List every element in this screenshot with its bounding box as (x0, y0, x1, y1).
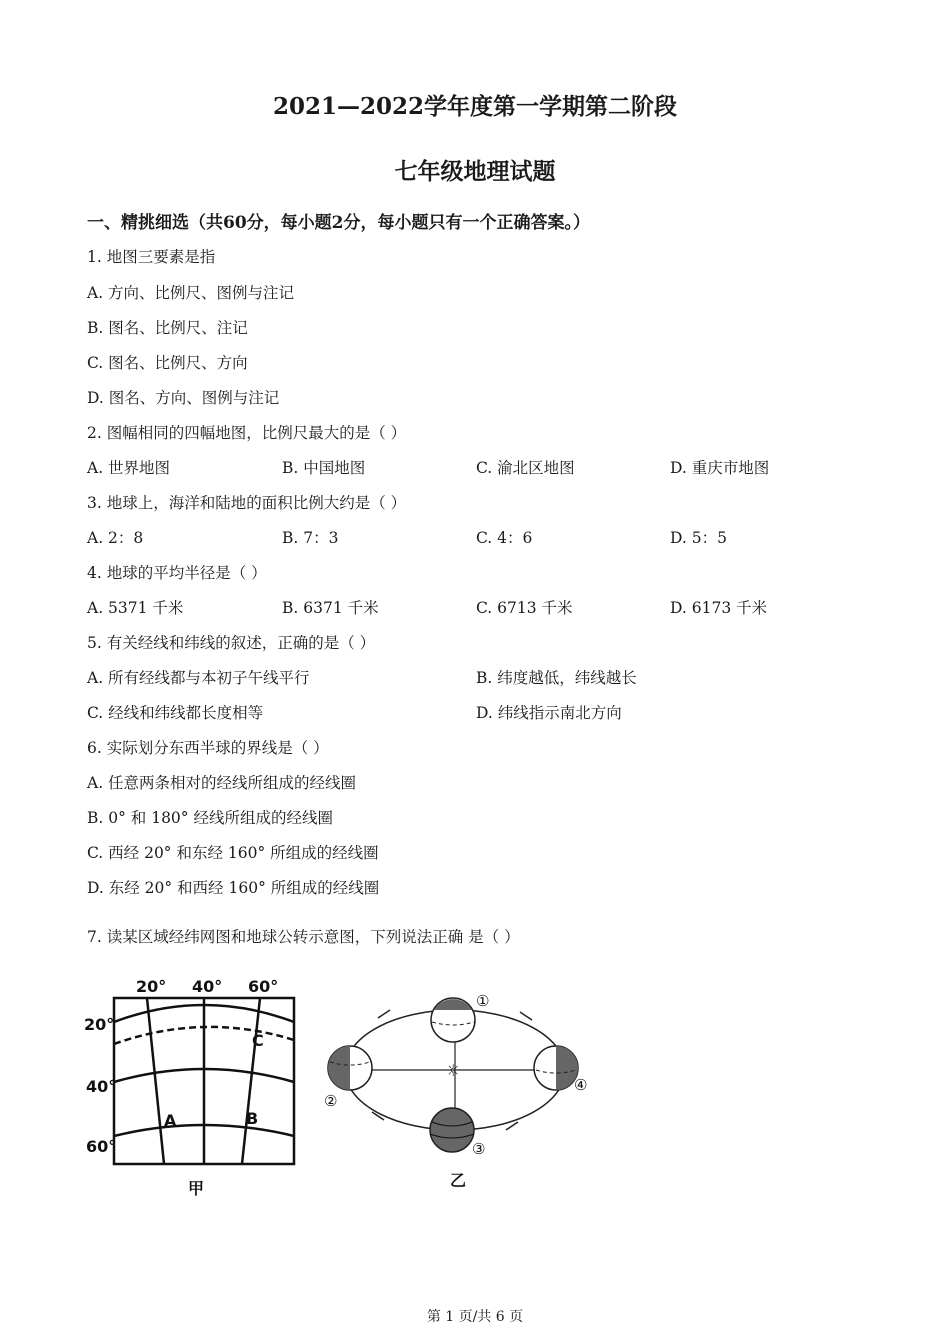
earth-position-2 (328, 1046, 372, 1090)
option-c: C. 4：6 (476, 529, 533, 547)
option-b: B. 0° 和 180° 经线所组成的经线圈 (87, 809, 333, 827)
position-label: ③ (472, 1140, 486, 1158)
option-d: D. 5：5 (670, 529, 727, 547)
option-c: C. 西经 20° 和东经 160° 所组成的经线圈 (87, 844, 379, 862)
option-c: C. 图名、比例尺、方向 (87, 354, 248, 372)
question-stem: 7. 读某区域经纬网图和地球公转示意图，下列说法正确 是（ ） (87, 928, 520, 946)
option-c: C. 渝北区地图 (476, 459, 575, 477)
lon-label: 20° (136, 977, 167, 996)
sun-icon: ☼ (446, 1061, 461, 1080)
lon-label: 40° (192, 977, 223, 996)
option-a: A. 5371 千米 (87, 599, 184, 617)
arrow-icon (520, 1012, 532, 1020)
option-c: C. 6713 千米 (476, 599, 573, 617)
question-stem: 3. 地球上，海洋和陆地的面积比例大约是（ ） (87, 494, 407, 512)
arrow-icon (378, 1010, 390, 1018)
lon-label: 60° (248, 977, 279, 996)
exam-title: 2021—2022学年度第一学期第二阶段 (272, 93, 678, 120)
point-label-c: C (252, 1031, 264, 1050)
question-stem: 6. 实际划分东西半球的界线是（ ） (87, 739, 329, 757)
earth-position-4 (534, 1046, 578, 1090)
option-b: B. 图名、比例尺、注记 (87, 319, 248, 337)
option-d: D. 图名、方向、图例与注记 (87, 389, 280, 407)
question-stem: 5. 有关经线和纬线的叙述，正确的是（ ） (87, 634, 376, 652)
option-d: D. 重庆市地图 (670, 459, 770, 477)
option-d: D. 纬线指示南北方向 (476, 704, 622, 722)
section-heading: 一、精挑细选（共60分，每小题2分，每小题只有一个正确答案。） (87, 213, 590, 233)
meridian-60 (242, 998, 260, 1164)
point-label-b: B (246, 1109, 259, 1128)
exam-subtitle: 七年级地理试题 (394, 158, 556, 185)
lat-label: 20° (84, 1015, 115, 1034)
option-b: B. 纬度越低，纬线越长 (476, 669, 637, 687)
position-label: ② (324, 1092, 338, 1110)
meridian-20 (147, 998, 164, 1164)
lat-long-grid-figure (80, 968, 310, 1208)
option-d: D. 6173 千米 (670, 599, 768, 617)
option-c: C. 经线和纬线都长度相等 (87, 704, 264, 722)
question-stem: 4. 地球的平均半径是（ ） (87, 564, 267, 582)
question-stem: 1. 地图三要素是指 (87, 248, 216, 266)
figure-caption: 乙 (450, 1171, 467, 1190)
option-d: D. 东经 20° 和西经 160° 所组成的经线圈 (87, 879, 380, 897)
earth-position-3 (430, 1108, 474, 1152)
position-label: ④ (574, 1076, 588, 1094)
option-b: B. 7：3 (282, 529, 339, 547)
figure-caption: 甲 (188, 1179, 205, 1198)
option-a: A. 方向、比例尺、图例与注记 (87, 284, 295, 302)
position-label: ① (476, 992, 490, 1010)
point-label-a: A (164, 1111, 177, 1130)
option-b: B. 中国地图 (282, 459, 366, 477)
option-a: A. 世界地图 (87, 459, 171, 477)
option-a: A. 所有经线都与本初子午线平行 (87, 669, 310, 687)
page-number: 第 1 页/共 6 页 (426, 1309, 524, 1325)
option-a: A. 2：8 (87, 529, 144, 547)
earth-orbit-figure (320, 980, 600, 1195)
option-a: A. 任意两条相对的经线所组成的经线圈 (87, 774, 357, 792)
question-stem: 2. 图幅相同的四幅地图，比例尺最大的是（ ） (87, 424, 407, 442)
lat-label: 40° (86, 1077, 117, 1096)
lat-label: 60° (86, 1137, 117, 1156)
earth-position-1 (431, 998, 475, 1042)
option-b: B. 6371 千米 (282, 599, 379, 617)
